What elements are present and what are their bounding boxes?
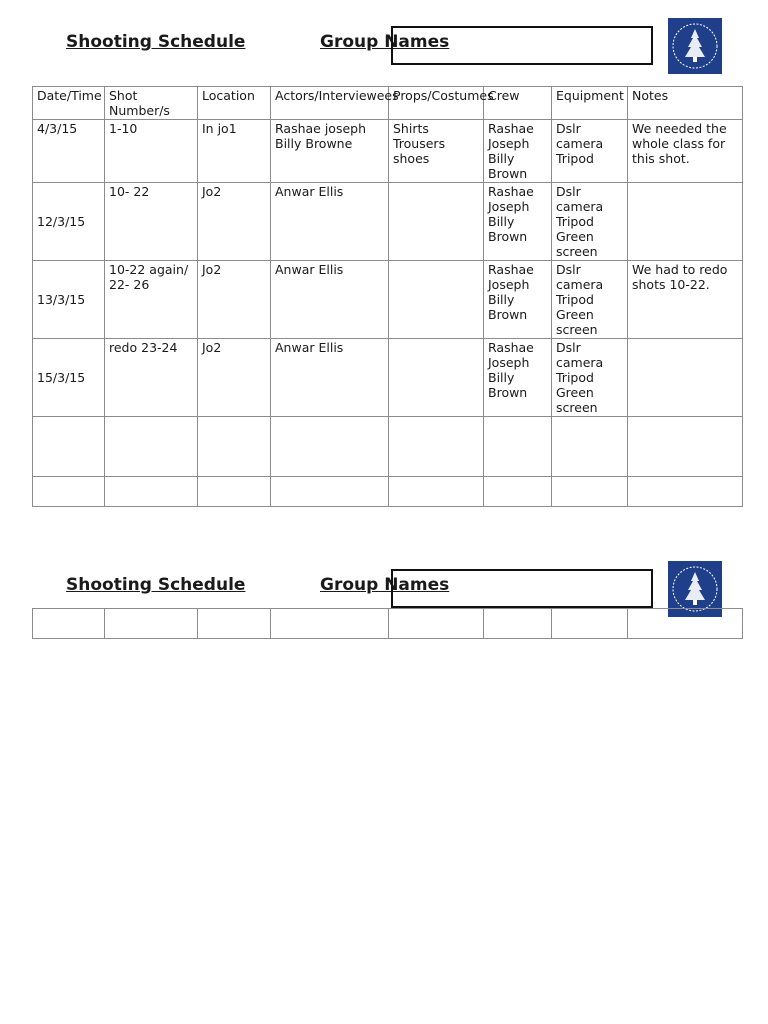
- cell-crew[interactable]: Rashae Joseph Billy Brown: [484, 261, 552, 339]
- cell-shot[interactable]: 10- 22: [105, 183, 198, 261]
- cell-actors[interactable]: [271, 477, 389, 507]
- table-row: [33, 417, 743, 477]
- cell-location[interactable]: In jo1: [198, 120, 271, 183]
- table-row: [33, 261, 743, 339]
- cell-location[interactable]: [198, 609, 271, 639]
- column-header-notes: Notes: [628, 87, 743, 120]
- cell-actors[interactable]: [271, 609, 389, 639]
- cell-notes[interactable]: [628, 183, 743, 261]
- cell-notes[interactable]: [628, 477, 743, 507]
- table-row: [33, 609, 743, 639]
- cell-shot[interactable]: [105, 477, 198, 507]
- shooting-schedule-table-2: [32, 608, 743, 639]
- cell-actors[interactable]: Anwar Ellis: [271, 339, 389, 417]
- group-names-box[interactable]: [391, 26, 653, 65]
- cell-props[interactable]: [389, 609, 484, 639]
- table-row: [33, 183, 743, 261]
- cell-date[interactable]: 12/3/15: [33, 183, 105, 261]
- cell-location[interactable]: Jo2: [198, 261, 271, 339]
- cell-notes[interactable]: We needed the whole class for this shot.: [628, 120, 743, 183]
- cell-location[interactable]: [198, 417, 271, 477]
- cell-shot[interactable]: 10-22 again/ 22- 26: [105, 261, 198, 339]
- cell-equipment[interactable]: Dslr camera Tripod Green screen: [552, 183, 628, 261]
- table-row: [33, 477, 743, 507]
- cell-date[interactable]: [33, 417, 105, 477]
- group-names-box-2[interactable]: [391, 569, 653, 608]
- group-names-label-2: Group Names: [320, 575, 450, 595]
- cell-props[interactable]: [389, 339, 484, 417]
- cell-equipment[interactable]: [552, 477, 628, 507]
- cell-location[interactable]: [198, 477, 271, 507]
- table-row: [33, 120, 743, 183]
- column-header-location: Location: [198, 87, 271, 120]
- schedule-title: Shooting Schedule: [66, 32, 246, 52]
- cell-actors[interactable]: Rashae joseph Billy Browne: [271, 120, 389, 183]
- cell-notes[interactable]: [628, 339, 743, 417]
- school-crest-icon: [668, 18, 722, 74]
- cell-shot[interactable]: 1-10: [105, 120, 198, 183]
- cell-date[interactable]: 15/3/15: [33, 339, 105, 417]
- cell-notes[interactable]: [628, 417, 743, 477]
- cell-crew[interactable]: Rashae Joseph Billy Brown: [484, 120, 552, 183]
- cell-location[interactable]: Jo2: [198, 339, 271, 417]
- cell-notes[interactable]: We had to redo shots 10-22.: [628, 261, 743, 339]
- column-header-props: Props/Costumes: [389, 87, 484, 120]
- column-header-shot: Shot Number/s: [105, 87, 198, 120]
- cell-props[interactable]: [389, 183, 484, 261]
- column-header-date: Date/Time: [33, 87, 105, 120]
- cell-equipment[interactable]: Dslr camera Tripod Green screen: [552, 261, 628, 339]
- cell-equipment[interactable]: Dslr camera Tripod: [552, 120, 628, 183]
- shooting-schedule-table: [32, 86, 743, 507]
- cell-shot[interactable]: [105, 417, 198, 477]
- cell-shot[interactable]: redo 23-24: [105, 339, 198, 417]
- cell-equipment[interactable]: [552, 609, 628, 639]
- cell-shot[interactable]: [105, 609, 198, 639]
- column-header-crew: Crew: [484, 87, 552, 120]
- cell-equipment[interactable]: [552, 417, 628, 477]
- cell-props[interactable]: [389, 417, 484, 477]
- cell-actors[interactable]: Anwar Ellis: [271, 261, 389, 339]
- group-names-label: Group Names: [320, 32, 450, 52]
- cell-date[interactable]: 4/3/15: [33, 120, 105, 183]
- cell-equipment[interactable]: Dslr camera Tripod Green screen: [552, 339, 628, 417]
- cell-crew[interactable]: [484, 417, 552, 477]
- table-header-row: [33, 87, 743, 120]
- cell-date[interactable]: 13/3/15: [33, 261, 105, 339]
- column-header-actors: Actors/Interviewees: [271, 87, 389, 120]
- cell-props[interactable]: [389, 477, 484, 507]
- column-header-equipment: Equipment: [552, 87, 628, 120]
- cell-crew[interactable]: [484, 609, 552, 639]
- cell-notes[interactable]: [628, 609, 743, 639]
- cell-actors[interactable]: Anwar Ellis: [271, 183, 389, 261]
- schedule-title-2: Shooting Schedule: [66, 575, 246, 595]
- cell-crew[interactable]: [484, 477, 552, 507]
- cell-crew[interactable]: Rashae Joseph Billy Brown: [484, 183, 552, 261]
- cell-actors[interactable]: [271, 417, 389, 477]
- cell-props[interactable]: [389, 261, 484, 339]
- cell-location[interactable]: Jo2: [198, 183, 271, 261]
- table-row: [33, 339, 743, 417]
- cell-crew[interactable]: Rashae Joseph Billy Brown: [484, 339, 552, 417]
- cell-date[interactable]: [33, 477, 105, 507]
- cell-props[interactable]: Shirts Trousers shoes: [389, 120, 484, 183]
- cell-date[interactable]: [33, 609, 105, 639]
